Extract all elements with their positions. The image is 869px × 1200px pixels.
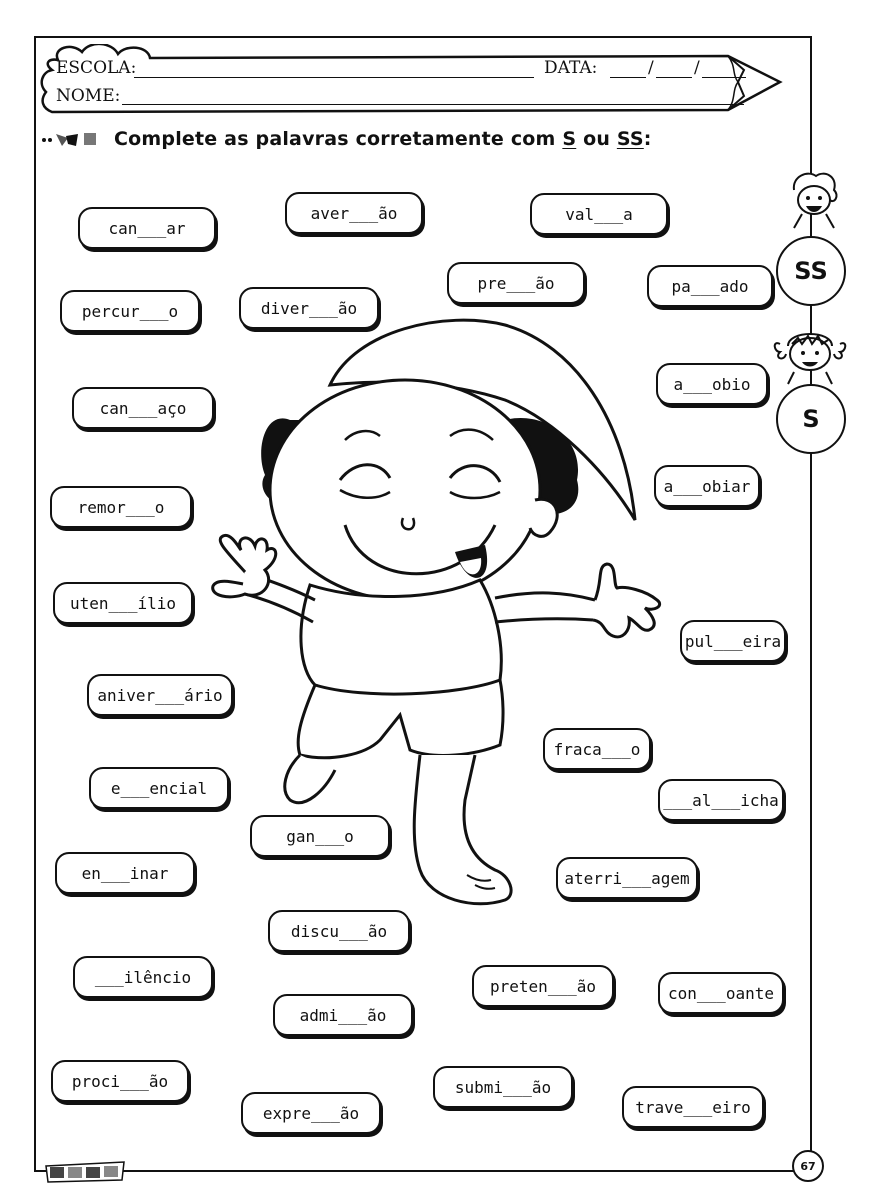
word-pill[interactable]: a___obio bbox=[656, 363, 768, 405]
word-pill[interactable]: can___aço bbox=[72, 387, 214, 429]
word-pill[interactable]: can___ar bbox=[78, 207, 216, 249]
word-pill[interactable]: percur___o bbox=[60, 290, 200, 332]
word-pill[interactable]: ___al___icha bbox=[658, 779, 784, 821]
word-pill[interactable]: uten___ílio bbox=[53, 582, 193, 624]
date-separator-2: / bbox=[694, 58, 700, 78]
word-pill[interactable]: aterri___agem bbox=[556, 857, 698, 899]
word-pill[interactable]: con___oante bbox=[658, 972, 784, 1014]
badge-s: S bbox=[776, 384, 846, 454]
word-pill[interactable]: pul___eira bbox=[680, 620, 786, 662]
word-pill[interactable]: preten___ão bbox=[472, 965, 614, 1007]
date-separator-1: / bbox=[648, 58, 654, 78]
word-pill[interactable]: remor___o bbox=[50, 486, 192, 528]
word-pill[interactable]: en___inar bbox=[55, 852, 195, 894]
word-pill[interactable]: aniver___ário bbox=[87, 674, 233, 716]
publisher-logo bbox=[44, 1160, 126, 1184]
word-pill[interactable]: val___a bbox=[530, 193, 668, 235]
word-pill[interactable]: admi___ão bbox=[273, 994, 413, 1036]
page-number: 67 bbox=[792, 1150, 824, 1182]
name-label: NOME: bbox=[56, 86, 121, 106]
letter-ss: SS bbox=[616, 128, 644, 150]
word-pill[interactable]: e___encial bbox=[89, 767, 229, 809]
word-pill[interactable]: expre___ão bbox=[241, 1092, 381, 1134]
word-pill[interactable]: pa___ado bbox=[647, 265, 773, 307]
letter-s: S bbox=[562, 128, 577, 150]
school-field[interactable] bbox=[134, 77, 534, 78]
word-pill[interactable]: proci___ão bbox=[51, 1060, 189, 1102]
word-pill[interactable]: a___obiar bbox=[654, 465, 760, 507]
word-pill[interactable]: discu___ão bbox=[268, 910, 410, 952]
date-year-field[interactable] bbox=[702, 77, 746, 78]
instruction bbox=[40, 124, 652, 154]
arrow-decoration-icon bbox=[40, 128, 102, 150]
date-label: DATA: bbox=[544, 58, 598, 78]
word-pill[interactable]: gan___o bbox=[250, 815, 390, 857]
word-pill[interactable]: ___ilêncio bbox=[73, 956, 213, 998]
name-field[interactable] bbox=[122, 104, 744, 105]
word-pill[interactable]: diver___ão bbox=[239, 287, 379, 329]
date-day-field[interactable] bbox=[610, 77, 646, 78]
header-banner bbox=[38, 44, 783, 120]
girl-head-icon bbox=[772, 322, 848, 386]
word-pill[interactable]: aver___ão bbox=[285, 192, 423, 234]
instruction-text: Complete as palavras corretamente com S ou SS: bbox=[114, 128, 652, 150]
word-pill[interactable]: trave___eiro bbox=[622, 1086, 764, 1128]
word-pill[interactable]: pre___ão bbox=[447, 262, 585, 304]
word-pill[interactable]: fraca___o bbox=[543, 728, 651, 770]
school-label: ESCOLA: bbox=[56, 58, 137, 78]
badge-ss: SS bbox=[776, 236, 846, 306]
word-pill[interactable]: submi___ão bbox=[433, 1066, 573, 1108]
date-month-field[interactable] bbox=[656, 77, 692, 78]
boy-head-icon bbox=[784, 170, 844, 230]
